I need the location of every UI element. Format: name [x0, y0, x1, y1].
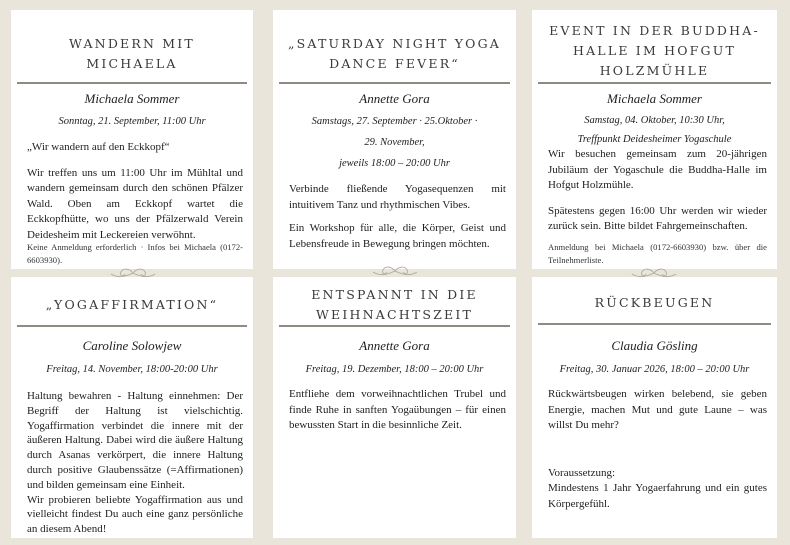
title-line: HALLE IM HOFGUT: [572, 43, 737, 58]
title-line: DANCE FEVER“: [329, 56, 460, 71]
event-card-yogaffirmation: [11, 277, 253, 538]
title-line: „YOGAFFIRMATION“: [45, 297, 219, 312]
date-line: Freitag, 30. Januar 2026, 18:00 – 20:00 Uhr: [559, 364, 750, 375]
divider: [538, 323, 771, 325]
description-paragraph: Ein Workshop für alle, die Körper, Geist und Lebensfreude in Bewegung bringen möchten.: [289, 222, 506, 250]
flourish-ornament-icon: [109, 266, 157, 280]
event-title: [283, 32, 506, 76]
event-date: [279, 111, 510, 174]
date-line: Sonntag, 21. September, 11:00 Uhr: [58, 116, 206, 127]
event-description: [27, 389, 243, 537]
event-description: [289, 182, 506, 260]
date-line: Treffpunkt Deidesheimer Yogaschule: [577, 134, 732, 145]
date-line: Samstag, 04. Oktober, 10:30 Uhr,: [584, 115, 725, 126]
instructor-name: Annette Gora: [359, 91, 430, 106]
event-card-saturday-night-yoga: [273, 10, 516, 269]
instructor-name: Claudia Gösling: [611, 338, 698, 353]
description-paragraph: Wir treffen uns um 11:00 Uhr im Mühltal und wandern gemeinsam durch den schönen Pfälzer Wald. Oben am Eckkopf wartet die Eckkopfhütte, wo uns der Pfälzerwald Verein Deidesheim mit Leckereien verwöhnt.: [27, 166, 243, 241]
event-quote: „Wir wandern auf den Eckkopf“: [27, 141, 170, 153]
event-date: [17, 111, 247, 132]
description-paragraph: Rückwärtsbeugen wirken belebend, sie geben Energie, machen Mut und gute Laune – was willst Du mehr?: [548, 388, 767, 431]
description-paragraph: Entfliehe dem vorweihnachtlichen Trubel und finde Ruhe in sanften Yogaübungen – für einen bewussten Start in die besinnliche Zeit.: [289, 388, 506, 431]
divider: [17, 325, 247, 327]
instructor-name: Caroline Solowjew: [82, 338, 182, 353]
event-title: [21, 32, 243, 76]
event-description: [548, 387, 767, 520]
event-card-wandern: [11, 10, 253, 269]
date-line: 29. November,: [364, 137, 425, 148]
title-line: HOLZMÜHLE: [599, 63, 710, 78]
event-title: [542, 20, 767, 82]
divider: [17, 82, 247, 84]
registration-note: Keine Anmeldung erforderlich · Infos bei Michaela (0172-6603930).: [27, 242, 243, 265]
description-paragraph: Wir probieren beliebte Yogaffirmation aus und vielleicht findest Du auch eine ganz persönliche an diesem Abend!: [27, 493, 243, 536]
title-line: WANDERN MIT MICHAELA: [69, 36, 195, 71]
event-date: [17, 359, 247, 380]
description-paragraph: Verbinde fließende Yogasequenzen mit intuitivem Tanz und rhythmischen Vibes.: [289, 183, 506, 211]
date-line: jeweils 18:00 – 20:00 Uhr: [339, 158, 450, 169]
description-paragraph: Haltung bewahren - Haltung einnehmen: Der Begriff der Haltung ist vielschichtig. Yogaffirmation verbindet die innere mit der äußeren Haltung. Dabei wird die äußere Haltung durch Asanas verkörpert, die innere Haltung durch positive Glaubenssätze (=Affirmationen) und bilden gemeinsam eine Einheit.: [27, 390, 243, 491]
date-line: Freitag, 14. November, 18:00-20:00 Uhr: [46, 364, 218, 375]
description-paragraph: Spätestens gegen 16:00 Uhr werden wir wieder zurück sein. Bitte bildet Fahrgemeinschaften.: [548, 204, 767, 232]
description-paragraph: Wir besuchen gemeinsam zum 20-jährigen Jubiläum der Yogaschule die Buddha-Halle im Hofgut Holzmühle.: [548, 148, 767, 191]
divider: [279, 325, 510, 327]
event-card-buddha-halle: [532, 10, 777, 269]
date-line: Samstags, 27. September · 25.Oktober ·: [311, 116, 478, 127]
divider: [538, 82, 771, 84]
registration-note: Anmeldung bei Michaela (0172-6603930) bzw. über die Teilnehmerliste.: [548, 242, 767, 265]
event-card-weihnachtszeit: [273, 277, 516, 538]
date-line: Freitag, 19. Dezember, 18:00 – 20:00 Uhr: [305, 364, 484, 375]
event-date: [538, 111, 771, 149]
title-line: „SATURDAY NIGHT YOGA: [287, 36, 502, 51]
event-description: [548, 147, 767, 243]
event-description: [27, 140, 243, 251]
divider: [279, 82, 510, 84]
event-title: [21, 291, 243, 319]
event-title: [283, 283, 506, 327]
title-line: RÜCKBEUGEN: [594, 295, 715, 310]
instructor-name: Michaela Sommer: [607, 91, 702, 106]
instructor-name: Michaela Sommer: [84, 91, 180, 106]
event-title: [542, 289, 767, 317]
event-description: [289, 387, 506, 442]
event-card-rueckbeugen: [532, 277, 777, 538]
title-line: EVENT IN DER BUDDHA-: [549, 23, 760, 38]
event-date: [538, 359, 771, 380]
title-line: WEIHNACHTSZEIT: [315, 307, 474, 322]
flourish-ornament-icon: [630, 266, 678, 280]
event-date: [279, 359, 510, 380]
description-paragraph: Voraussetzung: Mindestens 1 Jahr Yogaerfahrung und ein gutes Körpergefühl.: [548, 466, 767, 510]
instructor-name: Annette Gora: [359, 338, 430, 353]
flourish-ornament-icon: [371, 264, 419, 278]
title-line: ENTSPANNT IN DIE: [311, 287, 478, 302]
